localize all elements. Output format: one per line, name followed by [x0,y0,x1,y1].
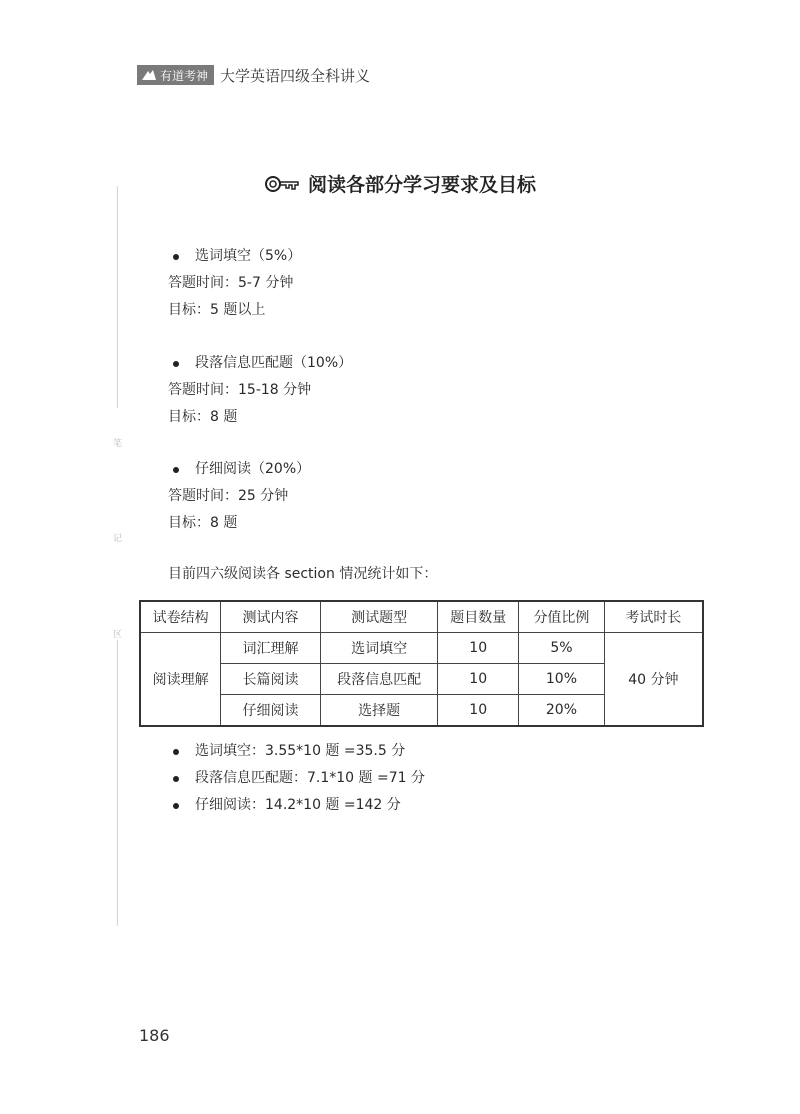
note-text: 段落信息匹配题：7.1*10 题 =71 分 [195,770,425,786]
brand-name: 有道考神 [160,68,209,83]
section-goal: 目标：5 题以上 [168,302,266,318]
reading-stats-table [139,600,704,727]
table-header-cell: 试卷结构 [140,601,221,633]
section-time: 答题时间：15-18 分钟 [168,382,312,398]
page-number: 186 [139,1026,170,1045]
notes-margin-label: 区 [113,630,123,640]
table-header-cell: 分值比例 [519,601,605,633]
section-heading: 选词填空（5%） [195,248,302,264]
section-word-filling [168,243,301,324]
note-text: 选词填空：3.55*10 题 =35.5 分 [195,743,406,759]
margin-rule-bottom [117,640,118,926]
type-cell: 选词填空 [320,633,438,664]
key-icon [264,174,300,194]
brand-logo-icon [141,68,157,82]
section-time: 答题时间：25 分钟 [168,488,289,504]
table-header-cell: 测试内容 [221,601,321,633]
table-header-cell: 测试题型 [320,601,438,633]
bullet-icon [173,749,179,755]
bullet-icon [173,776,179,782]
duration-cell: 40 分钟 [604,633,703,727]
content-cell: 词汇理解 [221,633,321,664]
type-cell: 选择题 [320,695,438,727]
table-header-cell: 题目数量 [438,601,519,633]
section-goal: 目标：8 题 [168,409,238,425]
list-item [168,738,425,765]
brand-badge [137,65,214,85]
content-cell: 长篇阅读 [221,664,321,695]
section-heading: 段落信息匹配题（10%） [195,355,353,371]
notes-margin-label: 笔 [113,439,123,449]
ratio-cell: 5% [519,633,605,664]
structure-cell: 阅读理解 [140,633,221,727]
table-row [140,633,703,664]
bullet-icon [173,803,179,809]
score-notes [168,738,425,819]
section-heading: 仔细阅读（20%） [195,461,311,477]
section-goal: 目标：8 题 [168,515,238,531]
count-cell: 10 [438,695,519,727]
notes-margin-label: 记 [113,534,123,544]
page-title [0,170,800,197]
content-cell: 仔细阅读 [221,695,321,727]
list-item [168,765,425,792]
note-text: 仔细阅读：14.2*10 题 =142 分 [195,797,401,813]
table-header-cell: 考试时长 [604,601,703,633]
ratio-cell: 20% [519,695,605,727]
table-header-row [140,601,703,633]
page-header [137,64,370,86]
ratio-cell: 10% [519,664,605,695]
count-cell: 10 [438,664,519,695]
book-title: 大学英语四级全科讲义 [220,66,371,85]
bullet-icon [173,254,179,260]
bullet-icon [173,467,179,473]
margin-rule-top [117,186,118,408]
bullet-icon [173,361,179,367]
section-paragraph-matching [168,350,352,431]
table-intro: 目前四六级阅读各 section 情况统计如下： [168,566,438,582]
count-cell: 10 [438,633,519,664]
type-cell: 段落信息匹配 [320,664,438,695]
section-careful-reading [168,456,310,537]
section-time: 答题时间：5-7 分钟 [168,275,294,291]
page-title-text: 阅读各部分学习要求及目标 [307,174,536,196]
list-item [168,792,425,819]
